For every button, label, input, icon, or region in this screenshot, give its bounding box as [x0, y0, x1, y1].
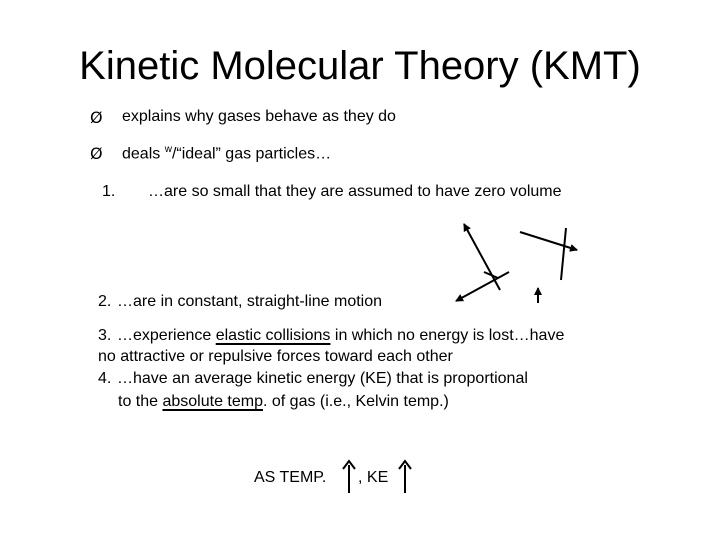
arrow-bullet-icon: Ø — [90, 144, 103, 163]
slide-title: Kinetic Molecular Theory (KMT) — [79, 44, 641, 88]
item-text-line2: no attractive or repulsive forces toward each other — [98, 348, 453, 365]
underlined-term: elastic collisions — [215, 327, 331, 344]
item-text: …have an average kinetic energy (KE) that is proportional — [117, 370, 528, 387]
item-number: 3. — [98, 327, 112, 344]
item-number: 1. — [102, 183, 116, 200]
item-text-part: …experience — [117, 327, 216, 344]
bullet-text: explains why gases behave as they do — [122, 108, 396, 125]
item-text: …are in constant, straight-line motion — [117, 293, 383, 310]
item-number: 4. — [98, 370, 112, 387]
bullet-text-part: deals — [122, 145, 165, 163]
item-text — [117, 327, 564, 345]
item-number: 2. — [98, 293, 112, 310]
item-text: …are so small that they are assumed to have zero volume — [148, 183, 562, 200]
arrow-bullet-icon: Ø — [90, 108, 103, 127]
item-text-part: in which no energy is lost…have — [330, 327, 565, 344]
relation-left: AS TEMP. — [254, 469, 327, 486]
up-arrow-icon — [397, 460, 413, 494]
item-text-line2 — [118, 393, 449, 411]
underlined-term: absolute temp — [162, 393, 263, 410]
bullet-text-part: /“ideal” gas particles… — [171, 145, 332, 163]
item-text-part: . of gas (i.e., Kelvin temp.) — [263, 393, 449, 410]
superscript: w — [164, 144, 172, 155]
up-arrow-icon — [341, 460, 357, 494]
item-text-part: to the — [118, 393, 163, 410]
relation-right: , KE — [358, 469, 389, 486]
